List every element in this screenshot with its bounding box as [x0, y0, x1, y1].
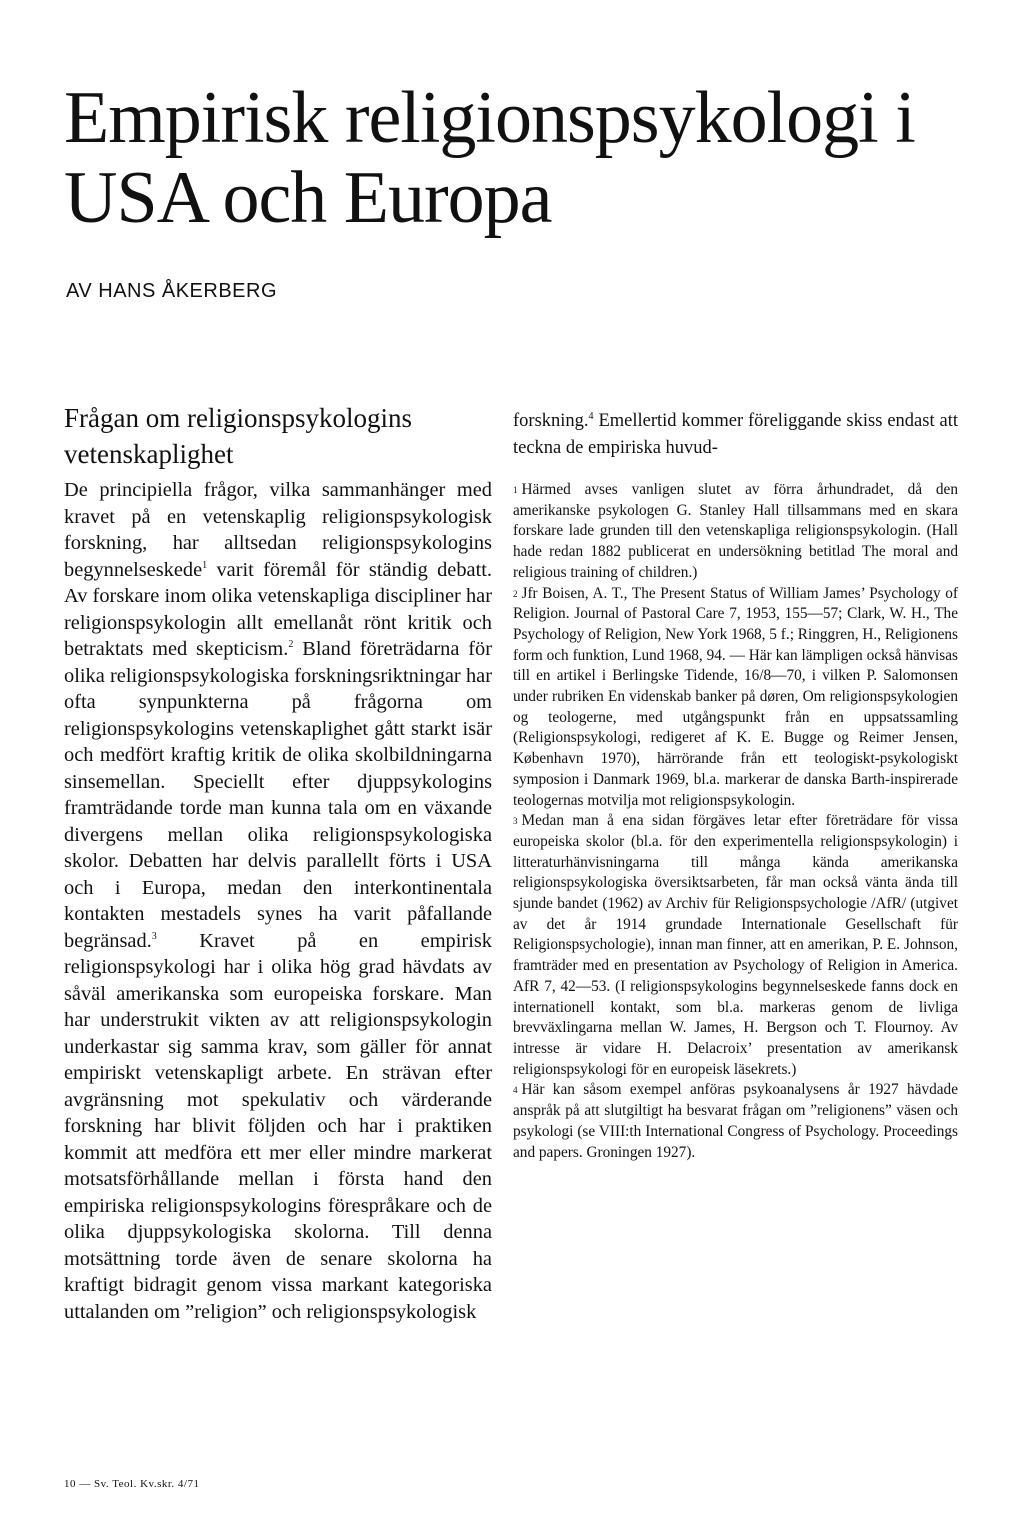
main-text-part-3: Bland företrädarna för olika religionspsykologiska forskningsriktningar har ofta synpunkterna på frågorna om religionspsykologins vetenskaplighet gått starkt isär och medfört kraftig kritik de olika skolbildningarna sinsemellan. Speciellt efter djuppsykologins framträdande torde man kunna tala om en växande divergens mellan olika religionspsykologiska skolor. Debatten har delvis parallellt förts i USA och i Europa, medan den interkontinentala kontakten mestadels synes ha varit påfallande begränsad.	[64, 638, 492, 952]
footnote-text: Här kan såsom exempel anföras psykoanalysens år 1927 hävdade anspråk på att slutgiltigt ha besvarat frågan om ”religionens” väsen och psykologi (se VIII:th International Congress of Psychology. Proceedings and papers. Groningen 1927).	[513, 1081, 958, 1161]
section-heading: Frågan om religionspsykologins vetenskaplighet	[64, 403, 412, 469]
title-line-1: Empirisk religionspsykologi i	[64, 77, 915, 159]
right-column-continuation	[513, 408, 958, 462]
footnote	[513, 584, 958, 812]
title-line-2: USA och Europa	[64, 157, 552, 239]
footnote-text: Medan man å ena sidan förgäves letar efter företrädare för vissa europeiska skolor (bl.a. för den experimentella religionspsykologin) i litteraturhänvisningarna till många kända amerikanska religionspsykologiska översiktsarbeten, får man också vänta ända till sjunde bandet (1962) av Archiv für Religionspsychologie /AfR/ (utgivet av det år 1914 grundade Internationale Gesellschaft für Religionspsychologie), innan man finner, att en amerikan, P. E. Johnson, framträder med en presentation av Psychology of Religion in America. AfR 7, 42—53. (I religionspsykologins begynnelseskede fanns dock en internationell kontakt, som bl.a. markeras genom de livliga brevväxlingarna mellan W. James, H. Bergson och T. Flournoy. Av intresse är vidare H. Delacroix’ presentation av amerikansk religionspsykologi för en europeisk läsekrets.)	[513, 812, 958, 1078]
main-paragraph	[64, 477, 492, 1325]
footnote-mark: 3	[513, 816, 518, 827]
footnote	[513, 1080, 958, 1163]
author-byline: AV HANS ÅKERBERG	[66, 280, 278, 302]
footnote-mark: 4	[513, 1085, 518, 1096]
continuation-text-b: Emellertid kommer föreliggande skiss endast att teckna de empiriska huvud-	[513, 411, 958, 458]
article-title	[64, 78, 964, 238]
main-text-part-4: Kravet på en empirisk religionspsykologi har i olika hög grad hävdats av såväl amerikanska som europeiska forskare. Man har understrukit vikten av att religionspsykologin underkastar sig samma krav, som gäller för annat empiriskt vetenskapligt arbete. En strävan efter avgränsning mot spekulativ och värderande forskning har blivit följden och har i praktiken kommit att medföra ett mer eller mindre markerat motsatsförhållande mellan i första hand den empiriska religionspsykologins förespråkare och de olika djuppsykologiska skolorna. Till denna motsättning torde även de senare skolorna ha kraftigt bidragit genom vissa markant kategoriska uttalanden om ”religion” och religionspsykologisk	[64, 929, 492, 1323]
footnote-ref-4: 4	[588, 410, 594, 422]
footnote-text: Härmed avses vanligen slutet av förra århundradet, då den amerikanske psykologen G. Stanley Hall tillsammans med en skara forskare lade grunden till den vetenskapliga religionspsykologin. (Hall hade redan 1882 publicerat en undersökning betitlad The moral and religious training of children.)	[513, 481, 958, 581]
footnote-ref-1: 1	[202, 559, 208, 571]
footnote-ref-2: 2	[288, 639, 294, 651]
main-text-part-2: varit föremål för ständig debatt. Av forskare inom olika vetenskapliga discipliner har religionspsykologin allt emellanåt rönt kritik och betraktats med skepticism.	[64, 558, 492, 660]
continuation-text-a: forskning.	[513, 411, 589, 431]
footnote	[513, 811, 958, 1080]
footnote-mark: 1	[513, 485, 518, 495]
footnotes	[513, 480, 958, 1163]
page-footer: 10 — Sv. Teol. Kv.skr. 4/71	[64, 1478, 200, 1490]
footnote-ref-3: 3	[151, 930, 157, 942]
footnote-text: Jfr Boisen, A. T., The Present Status of William James’ Psychology of Religion. Journal of Pastoral Care 7, 1953, 155—57; Clark, W. H., The Psychology of Religion, New York 1968, 5 f.; Ringgren, H., Religionens form och funktion, Lund 1968, 94. — Här kan lämpligen också hänvisas till en artikel i Berlingske Tidende, 16/8—70, i vilken P. Salomonsen under rubriken En videnskab banker på døren, Om religionspsykologien og teologerne, med utgångspunkt från en uppsatssamling (Religionspsykologi, redigeret af K. E. Bugge og Reimer Jensen, København 1970), härrörande från ett teologiskt-psykologiskt symposion i Danmark 1969, bl.a. markerar de danska Barth-inspirerade teologernas motvilja mot religionspsykologin.	[513, 584, 958, 809]
footnote	[513, 480, 958, 584]
footnote-mark: 2	[513, 588, 518, 599]
main-text-part-1: De principiella frågor, vilka sammanhänger med kravet på en vetenskaplig religionspsykologisk forskning, har alltsedan religionspsykologins begynnelseskede	[64, 479, 492, 581]
